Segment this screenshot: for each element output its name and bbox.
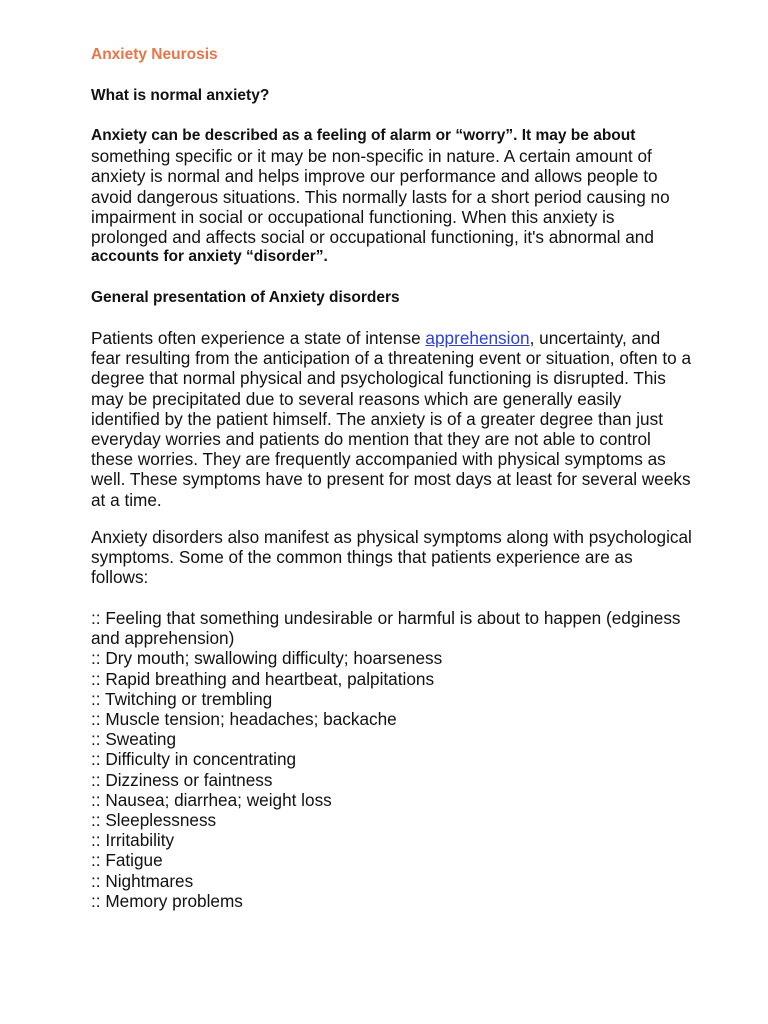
document-title: Anxiety Neurosis [91,46,218,63]
list-item: :: Memory problems [91,890,243,911]
paragraph-line: follows: [91,567,149,588]
list-item: :: Sweating [91,729,177,750]
list-item: and apprehension) [91,628,235,649]
paragraph-line: degree that normal physical and psychological functioning is disrupted. This [91,368,666,389]
list-item: :: Feeling that something undesirable or harmful is about to happen (edginess [91,608,681,628]
paragraph-general-presentation [91,328,731,510]
symptoms-list [91,608,731,911]
list-item: :: Dry mouth; swallowing difficulty; hoarseness [91,648,443,669]
paragraph-line [91,328,731,348]
paragraph-line: accounts for anxiety “disorder”. [91,248,328,266]
paragraph-line: at a time. [91,489,162,510]
list-item: :: Irritability [91,830,175,851]
paragraph-line: prolonged and affects social or occupational functioning, it's abnormal and [91,227,654,248]
paragraph-line: fear resulting from the anticipation of a threatening event or situation, often to a [91,348,692,369]
list-item: :: Fatigue [91,850,163,871]
paragraph-line: impairment in social or occupational functioning. When this anxiety is [91,206,615,227]
list-item: :: Muscle tension; headaches; backache [91,709,397,730]
paragraph-line: avoid dangerous situations. This normally lasts for a short period causing no [91,186,670,207]
list-item: :: Rapid breathing and heartbeat, palpitations [91,668,435,689]
section-heading-normal-anxiety: What is normal anxiety? [91,87,270,104]
paragraph-line: Anxiety disorders also manifest as physical symptoms along with psychological [91,527,692,547]
paragraph-line: identified by the patient himself. The anxiety is of a greater degree than just [91,408,663,429]
paragraph-physical-symptoms-intro [91,527,731,588]
apprehension-link[interactable]: apprehension [425,328,530,348]
list-item: :: Sleeplessness [91,810,217,831]
paragraph-line: everyday worries and patients do mention that they are not able to control [91,429,651,450]
list-item: :: Difficulty in concentrating [91,749,297,770]
paragraph-line: symptoms. Some of the common things that patients experience are as [91,547,633,568]
paragraph-line: may be precipitated due to several reasons which are generally easily [91,388,622,409]
text-run: Patients often experience a state of intense [91,328,426,348]
paragraph-line: these worries. They are frequently accompanied with physical symptoms as [91,449,666,470]
paragraph-line: Anxiety can be described as a feeling of alarm or “worry”. It may be about [91,127,636,144]
paragraph-line: something specific or it may be non-specific in nature. A certain amount of [91,146,652,167]
list-item: :: Dizziness or faintness [91,769,273,790]
paragraph-line: well. These symptoms have to present for most days at least for several weeks [91,469,691,490]
list-item: :: Twitching or trembling [91,688,273,709]
list-item: :: Nausea; diarrhea; weight loss [91,789,332,810]
section-heading-general-presentation: General presentation of Anxiety disorders [91,289,400,306]
paragraph-line: anxiety is normal and helps improve our performance and allows people to [91,166,658,187]
text-run: , uncertainty, and [529,328,661,348]
paragraph-normal-anxiety [91,126,731,267]
list-item: :: Nightmares [91,870,194,891]
